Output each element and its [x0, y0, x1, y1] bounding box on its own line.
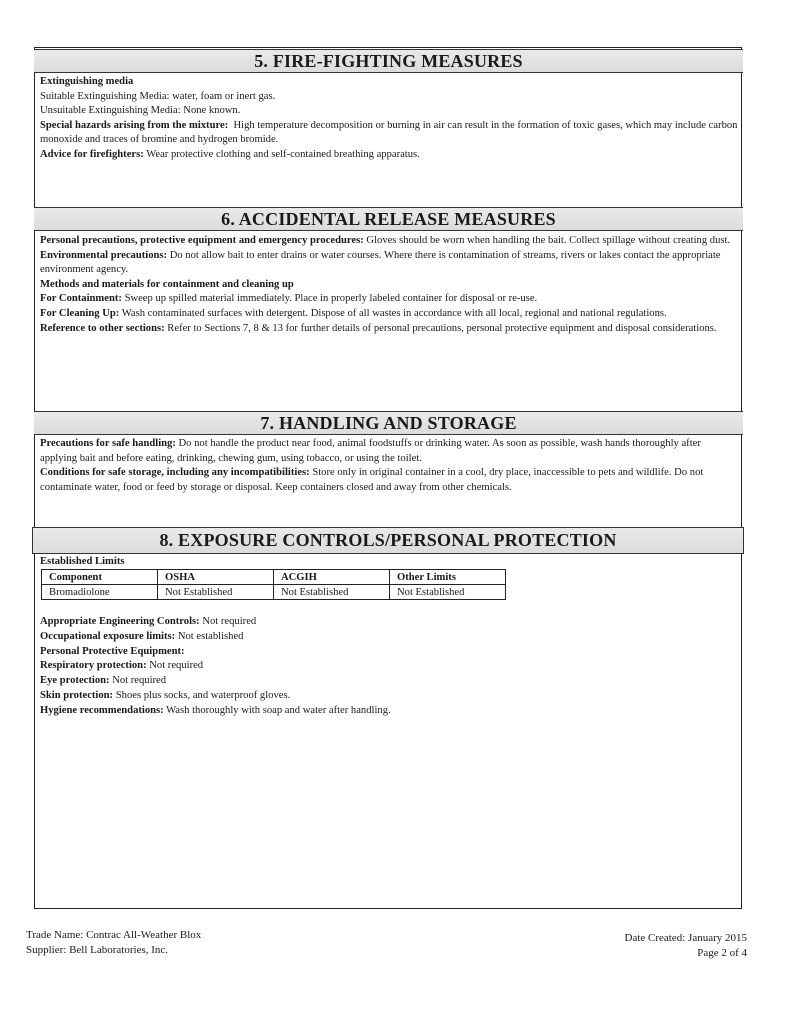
established-limits-label: [40, 555, 740, 570]
personal-precautions-label: Personal precautions, protective equipment and emergency procedures:: [40, 235, 364, 246]
section-6-body: [40, 234, 740, 336]
section-5-body: [40, 75, 740, 163]
safe-storage-text: Store only in original container in a cool, dry place, inaccessible to pets and wildlife. Do not contaminate water, food or feed by storage or disposal. Keep containers closed and away from other chemicals.: [40, 467, 704, 493]
cell-acgih: Not Established: [274, 585, 390, 600]
section-8-body: [40, 615, 740, 719]
occupational-limits-text: Not established: [177, 630, 244, 642]
section-6-heading: 6. ACCIDENTAL RELEASE MEASURES: [34, 207, 743, 231]
unsuitable-media: Unsuitable Extinguishing Media: None known.: [40, 105, 241, 117]
containment-text: Sweep up spilled material immediately. Place in properly labeled container for disposal or re-use.: [124, 293, 538, 305]
table-header-row: [42, 570, 506, 585]
cleaning-text: Wash contaminated surfaces with detergent. Dispose of all wastes in accordance with all local, regional and national regulations.: [121, 307, 667, 319]
trade-name: Trade Name: Contrac All-Weather Blox: [26, 929, 202, 941]
date-created: Date Created: January 2015: [624, 932, 747, 944]
environmental-precautions-text: Do not allow bait to enter drains or water courses. Where there is contamination of streams, rivers or lakes contact the appropriate environment agency.: [40, 249, 721, 276]
respiratory-text: Not required: [149, 660, 204, 672]
header-acgih: ACGIH: [274, 570, 390, 585]
safe-handling-text: Do not handle the product near food, animal foodstuffs or drinking water. As soon as possible, wash hands thoroughly after applying bait and before eating, drinking, chewing gum, using tobacco, or using the toilet.: [40, 438, 701, 464]
footer-left: [26, 928, 201, 957]
section-8-heading: 8. EXPOSURE CONTROLS/PERSONAL PROTECTION: [32, 527, 744, 554]
skin-protection-label: Skin protection:: [40, 689, 114, 701]
respiratory-label: Respiratory protection:: [40, 660, 147, 672]
safe-storage-label: Conditions for safe storage, including any incompatibilities:: [40, 467, 310, 479]
special-hazards-text: High temperature decomposition or burning in air can result in the formation of toxic gases, which may include carbon monoxide and traces of bromine and hydrogen bromide.: [40, 119, 738, 146]
engineering-controls-text: Not required: [202, 616, 257, 627]
suitable-media: Suitable Extinguishing Media: water, foam or inert gas.: [40, 90, 276, 102]
engineering-controls-label: Appropriate Engineering Controls:: [40, 616, 200, 627]
special-hazards-label: Special hazards arising from the mixture:: [40, 119, 229, 131]
eye-protection-label: Eye protection:: [40, 675, 110, 687]
reference-text: Refer to Sections 7, 8 & 13 for further details of personal precautions, personal protective equipment and disposal considerations.: [167, 322, 717, 334]
hygiene-text: Wash thoroughly with soap and water after handling.: [166, 704, 391, 716]
extinguishing-media-label: Extinguishing media: [40, 76, 134, 87]
safe-handling-label: Precautions for safe handling:: [40, 438, 176, 449]
containment-label: For Containment:: [40, 293, 122, 305]
header-component: Component: [42, 570, 158, 585]
supplier: Supplier: Bell Laboratories, Inc.: [26, 943, 169, 956]
section-7-body: [40, 437, 740, 495]
occupational-limits-label: Occupational exposure limits:: [40, 630, 176, 642]
footer-right: [625, 931, 747, 960]
exposure-limits-table: [41, 569, 506, 600]
page-number: Page 2 of 4: [697, 946, 747, 959]
section-7-heading: 7. HANDLING AND STORAGE: [34, 411, 743, 435]
environmental-precautions-label: Environmental precautions:: [40, 249, 168, 261]
section-5-heading: 5. FIRE-FIGHTING MEASURES: [34, 49, 743, 73]
ppe-label: Personal Protective Equipment:: [40, 645, 185, 657]
header-other-limits: Other Limits: [390, 570, 506, 585]
table-row: [42, 585, 506, 600]
cleaning-label: For Cleaning Up:: [40, 307, 120, 319]
header-osha: OSHA: [158, 570, 274, 585]
methods-label: Methods and materials for containment and cleaning up: [40, 278, 294, 290]
reference-label: Reference to other sections:: [40, 322, 165, 334]
established-limits-text: Established Limits: [40, 556, 125, 567]
cell-component: Bromadiolone: [42, 585, 158, 600]
cell-other-limits: Not Established: [390, 585, 506, 600]
skin-protection-text: Shoes plus socks, and waterproof gloves.: [115, 689, 291, 701]
eye-protection-text: Not required: [112, 675, 167, 687]
advice-text: Wear protective clothing and self-contained breathing apparatus.: [146, 148, 420, 160]
personal-precautions-text: Gloves should be worn when handling the bait. Collect spillage without creating dust.: [366, 235, 731, 246]
hygiene-label: Hygiene recommendations:: [40, 704, 164, 716]
cell-osha: Not Established: [158, 585, 274, 600]
advice-label: Advice for firefighters:: [40, 148, 144, 160]
